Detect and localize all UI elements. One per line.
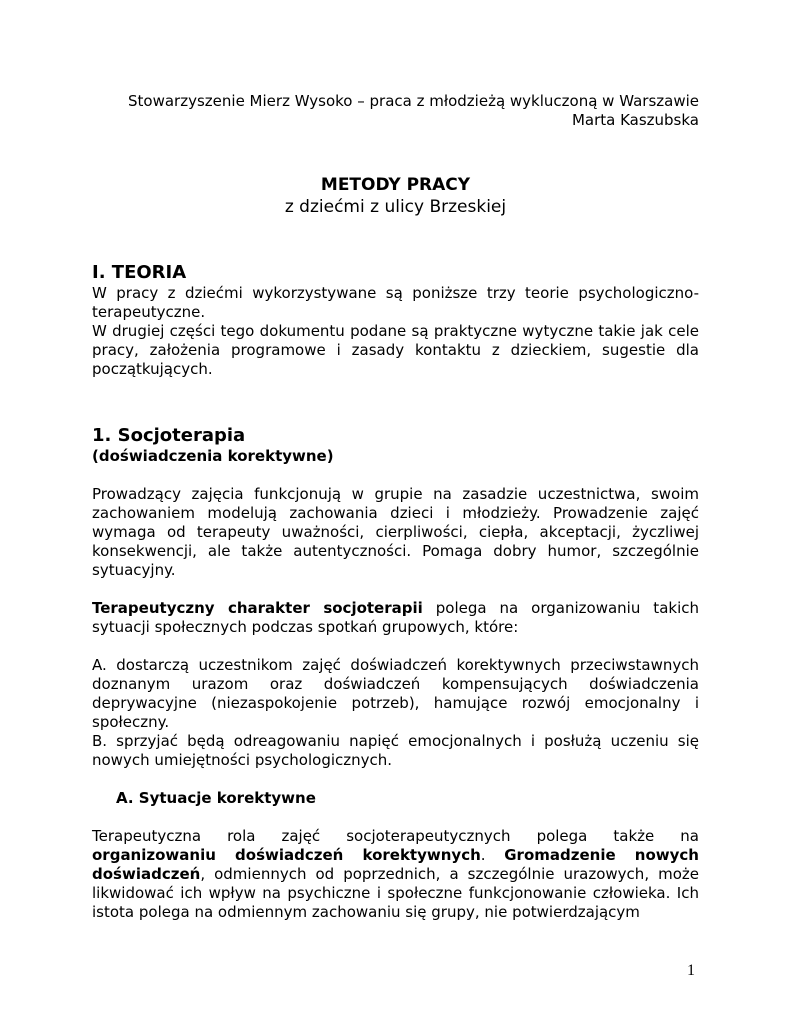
paragraph-text: . [480, 846, 505, 864]
subsection-heading-sytuacje: A. Sytuacje korektywne [116, 789, 316, 807]
paragraph-text: Terapeutyczna rola zajęć socjoterapeutycznych polega także na [92, 827, 699, 845]
paragraph-sytuacje [92, 827, 699, 922]
document-body [92, 262, 699, 922]
spacer [92, 637, 699, 656]
section-subheading: (doświadczenia korektywne) [92, 447, 334, 465]
title-block [0, 174, 791, 218]
paragraph-intro-1: W pracy z dziećmi wykorzystywane są poniższe trzy teorie psychologiczno-terapeutyczne. [92, 284, 699, 321]
paragraph-prowadzacy: Prowadzący zajęcia funkcjonują w grupie na zasadzie uczestnictwa, swoim zachowaniem modelują zachowania dzieci i młodzieży. Prowadzenie zajęć wymaga od terapeuty uważności, cierpliwości, ciepła, akceptacji, życzliwej konsekwencji, ale także autentyczności. Pomaga dobry humor, szczególnie sytuacyjny. [92, 485, 699, 579]
spacer [92, 466, 699, 485]
header-organization: Stowarzyszenie Mierz Wysoko – praca z młodzieżą wykluczoną w Warszawie [128, 92, 699, 110]
page-number: 1 [687, 962, 695, 979]
section-heading-socjoterapia: 1. Socjoterapia [92, 425, 246, 446]
paragraph-intro-2: W drugiej części tego dokumentu podane są praktyczne wytyczne takie jak cele pracy, założenia programowe i zasady kontaktu z dzieckiem, sugestie dla początkujących. [92, 322, 699, 378]
bold-term: organizowaniu doświadczeń korektywnych [92, 846, 481, 864]
section-heading-teoria: I. TEORIA [92, 262, 187, 283]
paragraph-text: polega na organizowaniu takich sytuacji społecznych podczas spotkań grupowych, które: [92, 599, 699, 636]
document-subtitle: z dziećmi z ulicy Brzeskiej [284, 197, 507, 217]
document-header [128, 92, 699, 130]
point-b: B. sprzyjać będą odreagowaniu napięć emocjonalnych i posłużą uczeniu się nowych umiejętności psychologicznych. [92, 732, 699, 769]
spacer [92, 770, 699, 789]
paragraph-text: , odmiennych od poprzednich, a szczególnie urazowych, może likwidować ich wpływ na psychiczne i społeczne funkcjonowanie człowieka. Ich istota polega na odmiennym zachowaniu się grupy, nie potwierdzającym [92, 865, 699, 921]
point-a: A. dostarczą uczestnikom zajęć doświadczeń korektywnych przeciwstawnych doznanym urazom oraz doświadczeń kompensujących doświadczenia deprywacyjne (niezaspokojenie potrzeb), hamujące rozwój emocjonalny i społeczny. [92, 656, 699, 731]
document-title: METODY PRACY [320, 175, 471, 195]
paragraph-terapeutyczny [92, 599, 699, 637]
bold-term: Gromadzenie nowych doświadczeń [92, 846, 699, 883]
bold-term: Terapeutyczny charakter socjoterapii [92, 599, 423, 617]
spacer [92, 808, 699, 827]
header-author: Marta Kaszubska [571, 111, 699, 129]
spacer [92, 379, 699, 417]
spacer [92, 580, 699, 599]
